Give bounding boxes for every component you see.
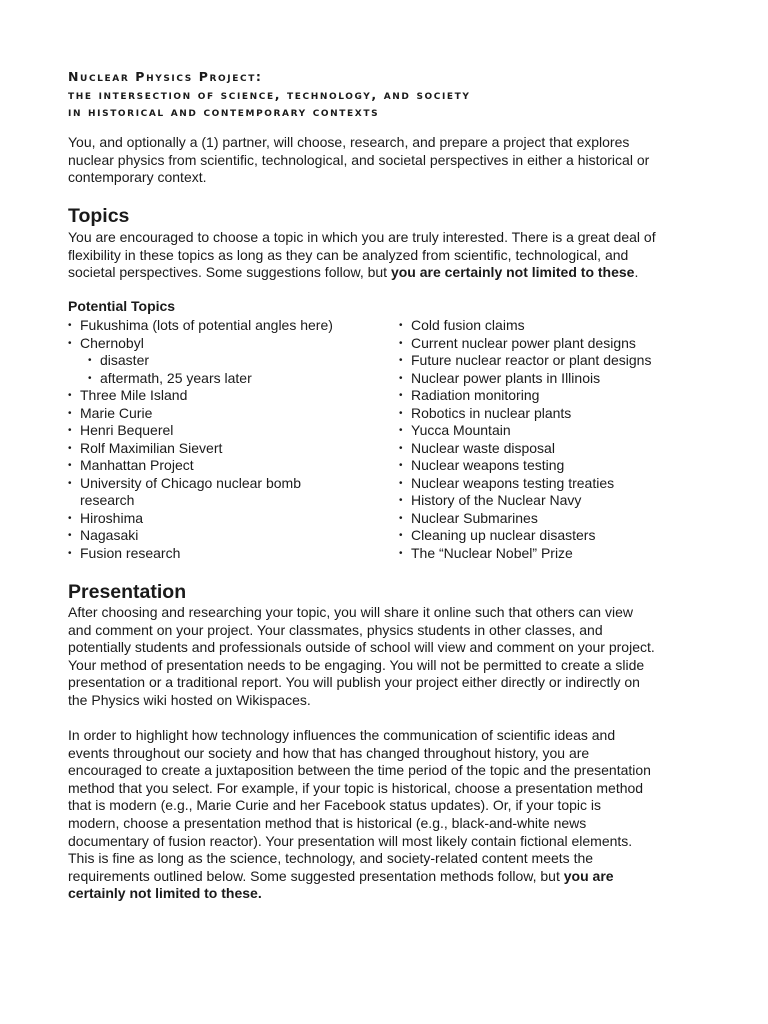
sub-list-item: • aftermath, 25 years later [88, 369, 252, 386]
bullet-icon: • [399, 407, 403, 419]
bullet-icon: • [399, 495, 403, 506]
topics-line-text: societal perspectives. Some suggestions follow, but [68, 264, 391, 281]
header-subtitle-line-1: the intersection of science, technology, and society [68, 86, 471, 102]
list-item: • Marie Curie [68, 404, 153, 421]
list-item: • Current nuclear power plant designs [399, 334, 636, 351]
topics-list-left [68, 317, 333, 562]
topics-line: flexibility in these topics as long as they can be analyzed from scientific, technological, and [68, 246, 629, 263]
list-item-continuation: research [80, 492, 135, 508]
bullet-icon: • [88, 372, 92, 384]
list-item: • Yucca Mountain [399, 422, 511, 438]
list-item: • Robotics in nuclear plants [399, 404, 572, 421]
paragraph-line: documentary of fusion reactor). Your presentation will most likely contain fictional elements. [68, 832, 633, 849]
paragraph-line: In order to highlight how technology influences the communication of scientific ideas and [68, 727, 616, 743]
bullet-icon: • [68, 547, 72, 559]
paragraph-line: and comment on your project. Your classmates, physics students in other classes, and [68, 621, 603, 638]
bullet-icon: • [68, 460, 72, 471]
bullet-icon: • [68, 530, 72, 541]
bullet-icon: • [399, 530, 403, 541]
bullet-icon: • [68, 425, 72, 436]
bullet-icon: • [68, 512, 72, 524]
paragraph-line: This is fine as long as the science, technology, and society-related content meets the [68, 850, 594, 867]
intro-line: contemporary context. [68, 169, 207, 186]
list-item: • Nuclear power plants in Illinois [399, 369, 601, 386]
topics-line: You are encouraged to choose a topic in which you are truly interested. There is a great deal of [68, 229, 656, 245]
potential-topics-label: Potential Topics [68, 298, 176, 314]
list-item: • Nagasaki [68, 527, 139, 543]
list-item: • Radiation monitoring [399, 387, 540, 403]
bullet-icon: • [399, 460, 403, 471]
topics-emphasis: you are certainly not limited to these [390, 264, 635, 281]
list-item: • Fukushima (lots of potential angles here) [68, 317, 333, 333]
list-item: • Manhattan Project [68, 457, 194, 473]
paragraph-line: potentially students and professionals outside of school will view and comment on your project. [68, 639, 655, 656]
paragraph-line: that is modern (e.g., Marie Curie and her Facebook status updates). Or, if your topic is [68, 797, 602, 814]
bullet-icon: • [399, 477, 403, 489]
list-item: • University of Chicago nuclear bomb [68, 474, 301, 491]
paragraph-line-text: requirements outlined below. Some suggested presentation methods follow, but [68, 867, 564, 884]
paragraph-line: the Physics wiki hosted on Wikispaces. [68, 691, 311, 708]
paragraph-line: method that you select. For example, if your topic is historical, choose a presentation method [68, 779, 644, 796]
bullet-icon: • [399, 442, 403, 454]
bullet-icon: • [399, 355, 403, 366]
list-item: • Cleaning up nuclear disasters [399, 527, 596, 543]
presentation-emphasis-end: certainly not limited to these. [68, 885, 262, 902]
document-header [68, 68, 471, 121]
sub-list-item: • disaster [88, 352, 150, 368]
list-item: • Chernobyl [68, 334, 144, 351]
bullet-icon: • [68, 337, 72, 349]
bullet-icon: • [399, 425, 403, 436]
header-title: Nuclear Physics Project: [68, 69, 263, 84]
list-item: • Cold fusion claims [399, 317, 525, 333]
bullet-icon: • [68, 320, 72, 331]
paragraph-line: presentation or a traditional report. You will publish your project either directly or indirectly on [68, 674, 640, 691]
list-item: • History of the Nuclear Navy [399, 492, 582, 508]
bullet-icon: • [68, 477, 72, 489]
list-item: • Future nuclear reactor or plant designs [399, 352, 652, 368]
list-item: • Nuclear Submarines [399, 509, 538, 526]
list-item: • Hiroshima [68, 509, 144, 526]
list-item: • Nuclear waste disposal [399, 439, 555, 456]
topics-paragraph [68, 229, 708, 282]
list-item: • Nuclear weapons testing [399, 457, 565, 473]
list-item: • Nuclear weapons testing treaties [399, 474, 615, 491]
bullet-icon: • [68, 442, 72, 454]
presentation-heading: Presentation [68, 581, 187, 603]
bullet-icon: • [399, 547, 403, 559]
presentation-paragraph-2 [68, 727, 708, 903]
paragraph-line: events throughout our society and how that has changed throughout history, you are [68, 744, 590, 761]
paragraph-line: Your method of presentation needs to be engaging. You will not be permitted to create a slide [68, 656, 645, 673]
topics-heading: Topics [68, 205, 130, 227]
topics-line-end: . [634, 264, 639, 281]
list-item: • Rolf Maximilian Sievert [68, 439, 223, 456]
topics-line [68, 264, 708, 282]
paragraph-line: encouraged to create a juxtaposition between the time period of the topic and the presentation [68, 762, 651, 779]
list-item: • The “Nuclear Nobel” Prize [399, 544, 573, 561]
list-item: • Fusion research [68, 544, 181, 561]
list-item: • Henri Bequerel [68, 422, 174, 438]
bullet-icon: • [68, 407, 72, 419]
presentation-emphasis: you are [563, 867, 614, 884]
header-subtitle-line-2: in historical and contemporary contexts [68, 104, 380, 119]
bullet-icon: • [399, 337, 403, 349]
bullet-icon: • [88, 355, 92, 366]
bullet-icon: • [399, 372, 403, 384]
bullet-icon: • [68, 390, 72, 401]
intro-line: nuclear physics from scientific, technological, and societal perspectives in either a historical or [68, 151, 650, 168]
topics-list-right [399, 317, 651, 562]
bullet-icon: • [399, 390, 403, 401]
bullet-icon: • [399, 320, 403, 331]
bullet-icon: • [399, 512, 403, 524]
list-item: • Three Mile Island [68, 387, 188, 403]
paragraph-line [68, 868, 708, 886]
paragraph-line [68, 885, 708, 903]
presentation-paragraph-1 [68, 604, 708, 710]
intro-paragraph [68, 134, 708, 187]
intro-line: You, and optionally a (1) partner, will choose, research, and prepare a project that explores [68, 134, 630, 150]
paragraph-line: modern, choose a presentation method that is historical (e.g., black-and-white news [68, 814, 587, 831]
paragraph-line: After choosing and researching your topic, you will share it online such that others can view [68, 604, 633, 620]
